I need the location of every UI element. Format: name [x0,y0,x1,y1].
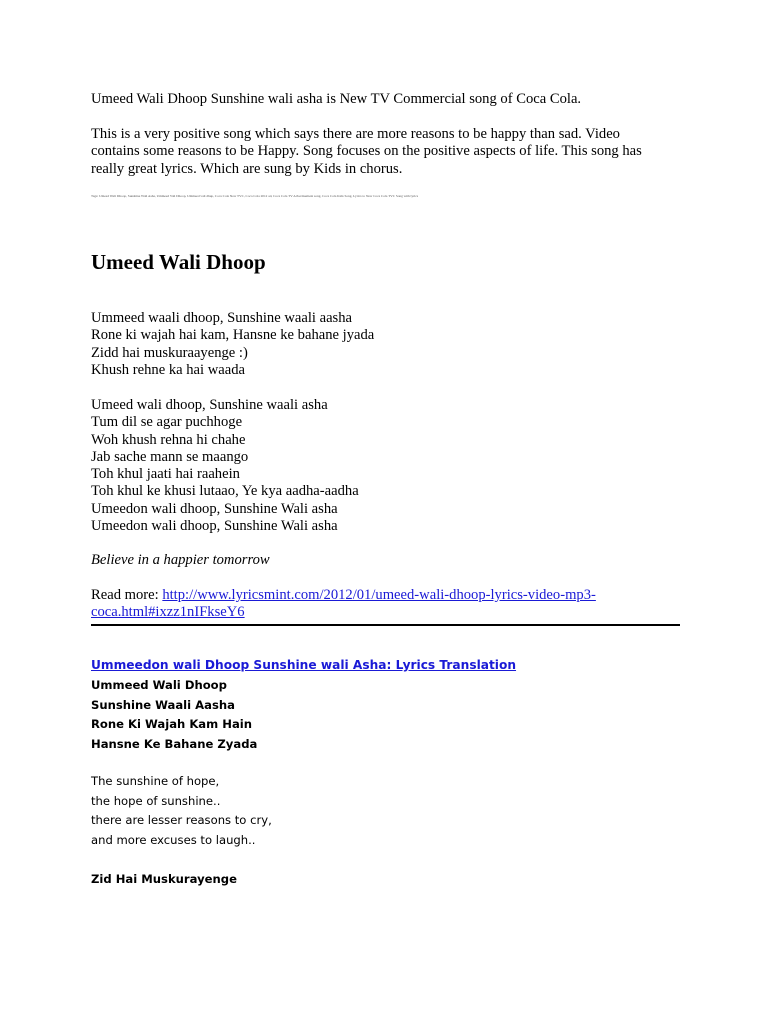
read-more-label: Read more: [91,587,163,603]
transliteration-line: Sunshine Waali Aasha [91,697,235,712]
intro-paragraph-line: really great lyrics. Which are sung by Kids in chorus. [91,160,403,177]
tags-line: Tags: Umeed Wali Dhoop, Sunshine Wali Asha, Ummeed Vali Dhoop, Ummeed vali dhup, Coca Cola New TVC, Coca Cola 2012 ad, Coca Cola TV Advertisement song, Coca Cola Kids Song, Lyrics to New Coca Cola TVC Song with lyrics [91,194,419,198]
transliteration-line: Hansne Ke Bahane Zyada [91,736,258,751]
lyrics-stanza-2 [91,397,359,535]
lyric-line: Zidd hai muskuraayenge :) [91,344,248,361]
intro-paragraph [91,126,642,178]
lyric-line: Woh khush rehna hi chahe [91,431,246,448]
translation-line: the hope of sunshine.. [91,793,221,808]
lyric-line: Umeed wali dhoop, Sunshine waali asha [91,397,328,413]
intro-sentence: Umeed Wali Dhoop Sunshine wali asha is New TV Commercial song of Coca Cola. [91,91,582,107]
lyric-line: Toh khul jaati hai raahein [91,466,240,483]
translation-line: The sunshine of hope, [91,774,220,788]
read-more-link-continued[interactable]: coca.html#ixzz1nIFkseY6 [91,604,245,621]
lyric-line: Toh khul ke khusi lutaao, Ye kya aadha-aadha [91,483,359,500]
lyric-line: Khush rehne ka hai waada [91,361,245,378]
lyric-line: Jab sache mann se maango [91,448,249,465]
next-transliteration-line: Zid Hai Muskurayenge [91,872,237,886]
horizontal-divider [91,624,680,626]
translation-line: and more excuses to laugh.. [91,832,256,847]
translation-title-link[interactable]: Ummeedon wali Dhoop Sunshine wali Asha: Lyrics Translation [91,658,517,672]
transliteration-block [91,676,257,754]
tagline: Believe in a happier tomorrow [91,552,270,568]
transliteration-line: Rone Ki Wajah Kam Hain [91,717,253,731]
read-more-link[interactable]: http://www.lyricsmint.com/2012/01/umeed-wali-dhoop-lyrics-video-mp3- [162,587,596,603]
intro-paragraph-line: contains some reasons to be Happy. Song focuses on the positive aspects of life. This song has [91,143,642,160]
lyric-line: Umeedon wali dhoop, Sunshine Wali asha [91,518,338,535]
page-heading: Umeed Wali Dhoop [91,250,266,274]
lyric-line: Tum dil se agar puchhoge [91,414,243,431]
translation-line: there are lesser reasons to cry, [91,813,272,827]
lyric-line: Umeedon wali dhoop, Sunshine Wali asha [91,500,338,517]
lyric-line: Rone ki wajah hai kam, Hansne ke bahane jyada [91,327,375,344]
transliteration-line: Ummeed Wali Dhoop [91,678,227,692]
lyrics-stanza-1 [91,310,374,379]
english-translation-block [91,772,272,850]
read-more [91,587,596,622]
intro-paragraph-line: This is a very positive song which says there are more reasons to be happy than sad. Video [91,126,620,142]
lyric-line: Ummeed waali dhoop, Sunshine waali aasha [91,310,352,326]
